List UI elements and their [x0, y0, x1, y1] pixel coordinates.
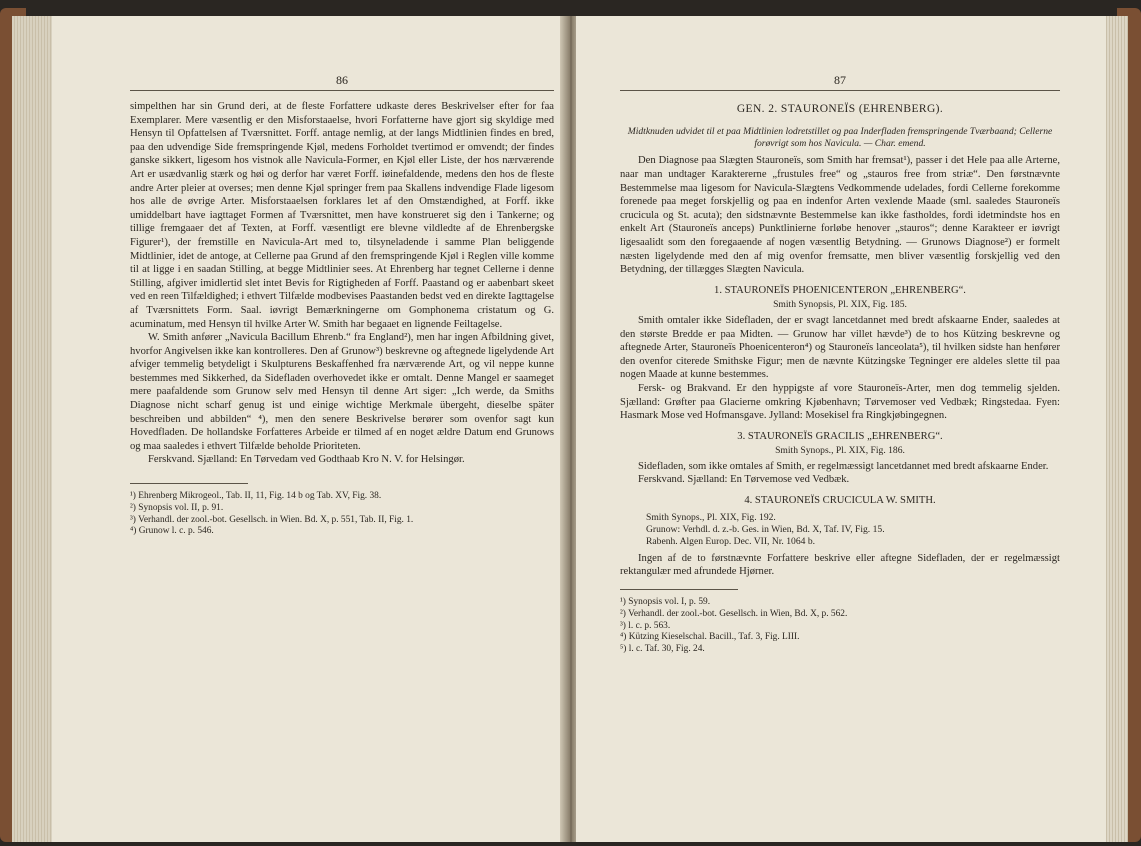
- page-number-left: 86: [336, 73, 348, 87]
- left-page-text: [130, 16, 554, 538]
- paragraph: Sidefladen, som ikke omtales af Smith, er regelmæssigt lancetdannet med bredt afskaarne Ender.: [638, 460, 1049, 472]
- species-citation: Smith Synopsis, Pl. XIX, Fig. 185.: [773, 299, 907, 311]
- paragraph: Fersk- og Brakvand. Er den hyppigste af vore Stauroneïs-Arter, men dog temmelig sjelden. Sjælland: Grøfter paa Glacierne omkring Kjøbenhavn; Tørvemoser ved Vedbæk; Ringstedaa. Fyen: Hasmark Mose ved Hofmansgave. Jylland: Mosekisel fra Ringkjøbingegnen.: [620, 382, 1060, 422]
- species-references: [620, 512, 1060, 549]
- footnote: ¹) Synopsis vol. I, p. 59.: [620, 597, 711, 608]
- reference: Rabenh. Algen Europ. Dec. VII, Nr. 1064 b.: [646, 536, 816, 548]
- page-edges-right: [1106, 16, 1128, 842]
- paragraph: Smith omtaler ikke Sidefladen, der er svagt lancetdannet med bredt afskaarne Ender, saaledes at den største Bredde er paa Midten. — Grunow har villet hævde³) de to hos Kützing beskrevne og aftegnede Arter, Stauroneïs Phoenicenteron⁴) og Stauroneïs lanceolata⁵), til hvilken sidste han henfører den ovenfor citerede Smithske Figur; men de nævnte Kützingske Tegninger ere aldeles slette til paa nogen Maade at kunne bestemmes.: [620, 314, 1060, 381]
- paragraph: Ferskvand. Sjælland: En Tørvemose ved Vedbæk.: [638, 474, 850, 486]
- footnote: ³) l. c. p. 563.: [620, 620, 671, 631]
- paragraph: Den Diagnose paa Slægten Stauroneïs, som Smith har fremsat¹), passer i det Hele paa alle Arterne, naar man undtager Karaktererne „frustules free“ og „stauros free from striæ“. Den førstnævnte Bestemmelse maa ligesom for Navicula-Slægtens Vedkommende udelades, fordi Cellerne forekomme forenede paa meget forskjellig og paa en indenfor Arten vexlende Maade (sml. saaledes Stauroneïs crucicula og St. acuta); den sidstnævnte Bestemmelse kan ikke fastholdes, fordi idetmindste hos en enkelt Art (Stauroneïs anceps) Punktlinierne forløbe henover „stauros“; denne Karakteer er iøvrigt ligesaalidt som den foregaaende af nogen væsentlig Betydning. — Grunows Diagnose²) er formelt næsten ligelydende med den af mig ovenfor fremsatte, men bliver væsentlig forskjellig ved den Betydning, der tillægges Slægten Navicula.: [620, 155, 1060, 276]
- footnote: ⁴) Kützing Kieselschal. Bacill., Taf. 3, Fig. LIII.: [620, 632, 800, 643]
- genus-summary: Midtknuden udvidet til et paa Midtlinien lodretstillet og paa Inderfladen fremspringende Tværbaand; Cellerne forøvrigt som hos Navicula. — Char. emend.: [627, 125, 1053, 149]
- footnotes-right: [620, 597, 1060, 656]
- footnote: ⁵) l. c. Taf. 30, Fig. 24.: [620, 644, 705, 655]
- genus-heading: GEN. 2. STAURONEÏS (EHRENBERG).: [736, 103, 944, 115]
- footnote-separator: [130, 483, 248, 484]
- paragraph: Ingen af de to førstnævnte Forfattere beskrive eller aftegne Sidefladen, der er regelmæssigt rektangulær med afrundede Hjørner.: [620, 552, 1060, 578]
- page-number-right: 87: [834, 73, 846, 87]
- species-heading: 3. STAURONEÏS GRACILIS „EHRENBERG“.: [737, 430, 943, 442]
- paragraph: simpelthen har sin Grund deri, at de fleste Forfattere udkaste deres Beskrivelser efter for faa Exemplarer. Mere væsentlig er den Misforstaaelse, hvori Forfatterne have gjort sig skyldige med Hensyn til Opfattelsen af Tværsnittet. Forff. antage nemlig, at der langs Midtlinien findes en bred, paa den udvendige Side fremspringende Kjøl, medens Forholdet tvertimod er omvendt; der findes ganske sikkert, ligesom hos vistnok alle Navicula-Former, en Kjøl eller Liste, der hos nærværende Art er usædvanlig stærk og høi og derfor har været Forff. iøinefaldende, medens den hos de fleste andre Arter pleier at overses; men denne Kjøl springer frem paa Skallens indvendige Flade ligesom hos alle de øvrige Arter. Misforstaaelsen forklares let af den Omstændighed, at Forff. ikke umiddelbart have iagttaget Formen af Tværsnittet, men have konstrueret sig den i Tankerne; og tillige fremgaaer det af Texten, at Forff. væsentligt ere blevne vildledte af de Ehrenbergske Figurer¹), der fremstille en Navicula-Art med to, tilsyneladende i samme Plan beliggende Midtlinier, idet de antoge, at Cellerne paa Grund af den fremspringende Kjøl i Reglen ville komme til at ligge i en saadan Stilling, at begge Midtlinier sees. At Ehrenberg har tegnet Cellerne i denne Stilling, afgiver imidlertid slet intet Bevis for Rigtigheden af Forff. Paastand og er aabenbart skeet ved en reen Tilfældighed; i ethvert Tilfælde modbevises Paastanden bedst ved en direkte Iagttagelse af Tværsnittets Form. Saal. iøvrigt Bemærkningerne om Gomphonema cristatum og G. acuminatum, med Hensyn til hvilke Arter W. Smith har begaaet en lignende Feiltagelse.: [130, 101, 554, 330]
- reference: Smith Synops., Pl. XIX, Fig. 192.: [646, 511, 776, 523]
- footnote: ³) Verhandl. der zool.-bot. Gesellsch. in Wien. Bd. X, p. 551, Tab. II, Fig. 1.: [130, 514, 414, 525]
- left-page: [12, 16, 572, 842]
- species-citation: Smith Synops., Pl. XIX, Fig. 186.: [775, 445, 905, 457]
- paragraph: W. Smith anfører „Navicula Bacillum Ehrenb.“ fra England²), men har ingen Afbildning givet, hvorfor Angivelsen ikke kan kontrolleres. Den af Grunow³) beskrevne og aftegnede ligelydende Art afviger temmelig betydeligt i Skulpturens Beskaffenhed fra nærværende Art, og vil neppe kunne bestemmes med Sikkerhed, da Sidefladen overhovedet ikke er omtalt. Denne Mangel er saameget mere paafaldende som Grunow selv med Hensyn til denne Art siger: „Ich werde, da Smiths Diagnose nicht scharf genug ist und einige wichtige Merkmale übergeht, dieselbe später beschreiben und abbilden“ ⁴), men den senere Beskrivelse berører som ovenfor sagt kun Hovedfladen. De hollandske Forfatteres Arbeide er tilmed af en noget ældre Datum end Grunows og maa saaledes i ethvert Tilfælde beholde Prioriteten.: [130, 332, 554, 452]
- footnote-separator: [620, 589, 738, 590]
- page-edges-left: [12, 16, 52, 842]
- header-rule-right: [620, 90, 1060, 91]
- right-page-text: [620, 16, 1060, 656]
- paragraph: Ferskvand. Sjælland: En Tørvedam ved Godthaab Kro N. V. for Helsingør.: [148, 454, 465, 466]
- footnote: ⁴) Grunow l. c. p. 546.: [130, 526, 214, 537]
- footnote: ²) Verhandl. der zool.-bot. Gesellsch. in Wien, Bd. X, p. 562.: [620, 608, 848, 619]
- species-heading: 4. STAURONEÏS CRUCICULA W. SMITH.: [744, 495, 936, 507]
- right-page: [576, 16, 1128, 842]
- reference: Grunow: Verhdl. d. z.-b. Ges. in Wien, Bd. X, Taf. IV, Fig. 15.: [646, 524, 885, 536]
- species-heading: 1. STAURONEÏS PHOENICENTERON „EHRENBERG“.: [714, 284, 966, 296]
- header-rule-left: [130, 90, 554, 91]
- footnote: ²) Synopsis vol. II, p. 91.: [130, 502, 224, 513]
- footnotes-left: [130, 491, 554, 538]
- footnote: ¹) Ehrenberg Mikrogeol., Tab. II, 11, Fig. 14 b og Tab. XV, Fig. 38.: [130, 491, 382, 502]
